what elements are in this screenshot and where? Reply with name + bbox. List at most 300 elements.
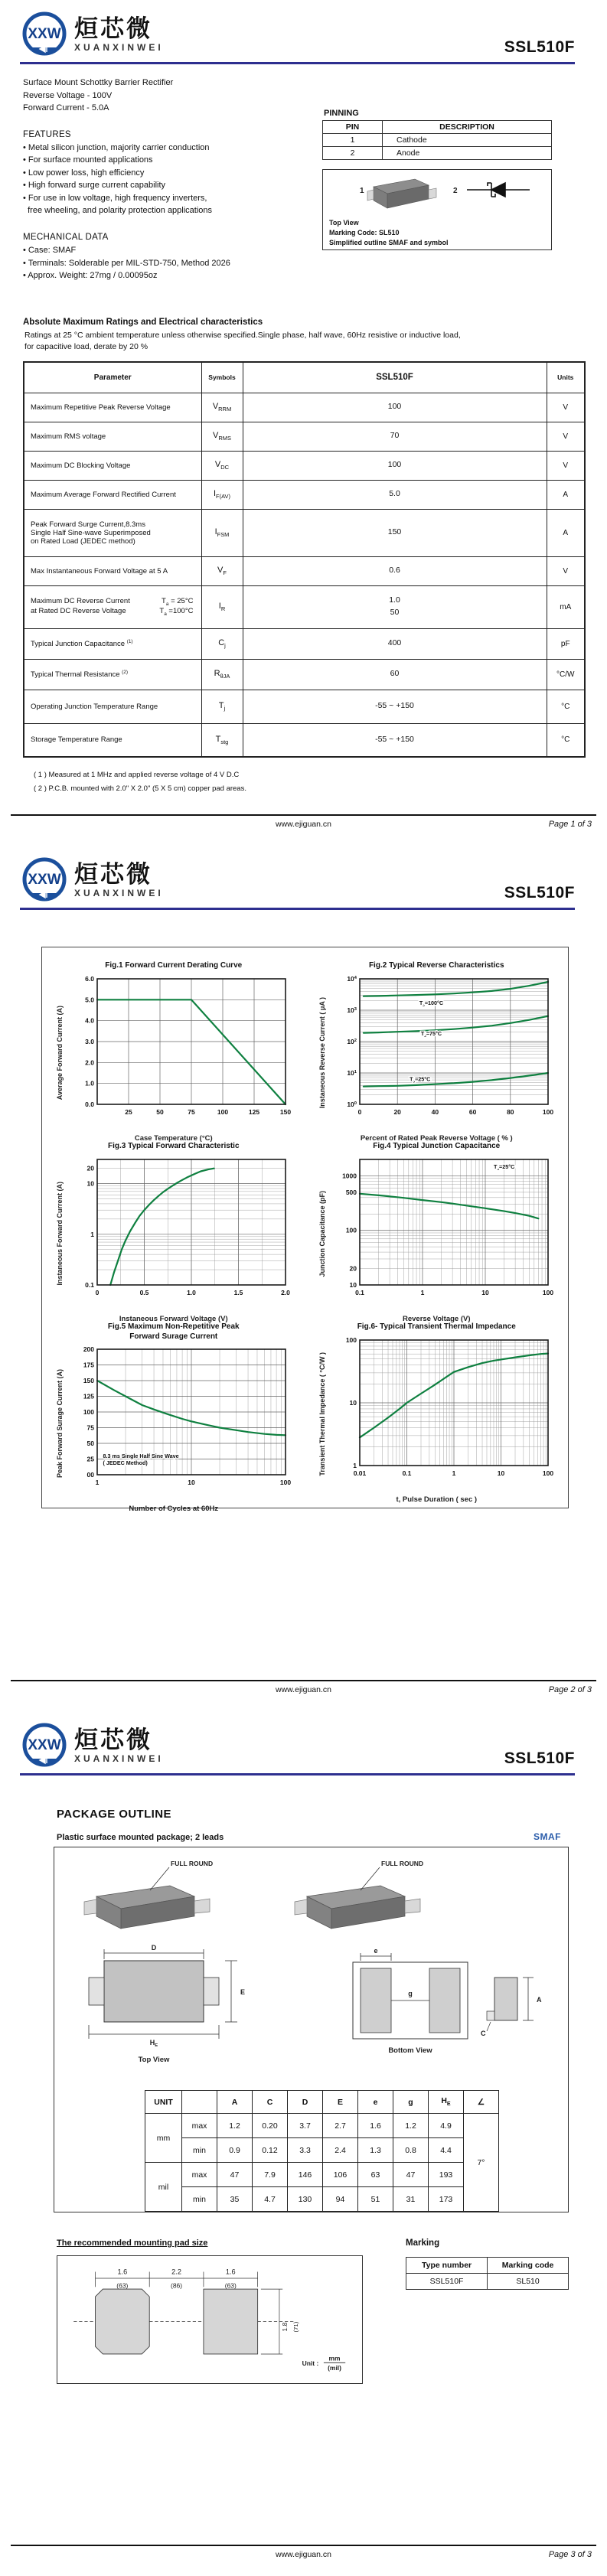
dim-header: e [358, 2091, 393, 2114]
page-footer [11, 2545, 596, 2560]
dim-value-cell: 1.3 [358, 2138, 393, 2163]
ratings-title: Absolute Maximum Ratings and Electrical characteristics [23, 317, 263, 327]
mechanical-item: • Terminals: Solderable per MIL-STD-750, Method 2026 [23, 258, 230, 268]
ratings-table [23, 361, 586, 758]
svg-text:5.0: 5.0 [84, 995, 94, 1003]
svg-text:2.2: 2.2 [171, 2268, 181, 2276]
dim-value-cell: 4.4 [429, 2138, 464, 2163]
table-row [145, 2163, 499, 2187]
svg-text:100: 100 [217, 1107, 228, 1116]
page-header [0, 1711, 607, 1769]
dim-value-cell: 47 [217, 2163, 253, 2187]
dim-value-cell: 35 [217, 2187, 253, 2212]
logo-cn: 烜芯微 [74, 1726, 152, 1753]
svg-text:101: $10^1$ [347, 1068, 357, 1077]
unit-cell: V [547, 393, 585, 422]
footnote-line: ( 1 ) Measured at 1 MHz and applied reverse voltage of 4 V D.C [34, 771, 240, 779]
svg-text:50: 50 [86, 1440, 94, 1447]
dim-header: E [323, 2091, 358, 2114]
figure-6: Fig.6- Typical Transient Thermal Impedance Transient Thermal Impedance ( °C/W ) 0.01 0.1 1 10 100 1 10 100 t, Pulse Duration ( sec ) [318, 1322, 554, 1504]
marking-table [406, 2257, 569, 2290]
part-number: SSL510F [504, 884, 575, 902]
table-row [24, 628, 585, 659]
logo-en: XUANXINWEI [74, 1753, 164, 1764]
param-cell: Maximum Average Forward Rectified Current [24, 480, 201, 509]
ratings-header: Symbols [201, 362, 243, 393]
table-row [145, 2114, 499, 2138]
svg-text:A: A [537, 1996, 542, 2004]
footnotes [34, 768, 607, 796]
unit-cell: °C/W [547, 659, 585, 690]
chart-canvas [329, 1153, 554, 1311]
ratings-note-line: for capacitive load, derate by 20 % [24, 342, 148, 352]
logo-cn: 烜芯微 [74, 15, 152, 42]
symbol-cell: $C_j$ [201, 628, 243, 659]
value-cell: 5.0 [243, 480, 547, 509]
figure-1: Fig.1 Forward Current Derating Curve Average Forward Current (A) 25 50 75 100 125 150 0.0 1.0 2.0 3.0 4.0 5.0 6.0 Case Temperature (°C) [55, 961, 291, 1143]
param-cell: Maximum Repetitive Peak Reverse Voltage [24, 393, 201, 422]
ratings-header: Parameter [24, 362, 201, 393]
description-line: Reverse Voltage - 100V [23, 90, 113, 100]
svg-text:1: 1 [452, 1469, 456, 1477]
table-row [24, 480, 585, 509]
symbol-cell: $R_{\theta JA}$ [201, 659, 243, 690]
x-axis-label: Number of Cycles at 60Hz [129, 1505, 219, 1513]
svg-text:8.3 ms Single Half Sine Wave: 8.3 ms Single Half Sine Wave [103, 1452, 179, 1459]
table-header-row [323, 121, 552, 134]
param-cell: Maximum RMS voltage [24, 422, 201, 451]
dim-header-blank [182, 2091, 217, 2114]
svg-text:( JEDEC Method): ( JEDEC Method) [103, 1459, 148, 1466]
ratings-header: Units [547, 362, 585, 393]
pinning-cell: 1 [323, 134, 383, 147]
pinning-cell: 2 [323, 147, 383, 160]
svg-text:1000: 1000 [342, 1171, 357, 1179]
svg-text:10: 10 [86, 1179, 94, 1188]
x-axis-label: t, Pulse Duration ( sec ) [396, 1495, 478, 1504]
svg-text:100: 100 [543, 1288, 554, 1296]
mounting-pad-title: The recommended mounting pad size [57, 2239, 208, 2248]
dim-unit-cell: mil [145, 2163, 182, 2212]
svg-text:TJ=25°C: $T_J=25^\circ C$ [494, 1162, 515, 1171]
figure-2: Fig.2 Typical Reverse Characteristics Instaneous Reverse Current ( μA ) $T_J=100^\circ C$ $T_J=75^\circ C$ $T_J=25^\circ C$ 0 20 40 60 80 100 $10^0$ $10^1$ $10^2$ $10^3$ $10^4$ Percent of Rated Peak Reverse Voltage ( % ) [318, 961, 554, 1143]
svg-text:50: 50 [156, 1107, 164, 1116]
symbol-cell: $I_R$ [201, 585, 243, 628]
svg-text:XXW: XXW [28, 872, 61, 888]
marking-cell: SSL510F [406, 2274, 488, 2290]
svg-text:200: 200 [83, 1345, 94, 1353]
svg-text:1.8: 1.8 [280, 2322, 289, 2332]
feature-item: • Low power loss, high efficiency [23, 168, 145, 178]
dim-value-cell: 1.2 [217, 2114, 253, 2138]
features-list [23, 142, 322, 217]
svg-text:75: 75 [86, 1423, 94, 1432]
x-axis-label: Reverse Voltage (V) [402, 1314, 471, 1323]
dim-value-cell: 0.12 [253, 2138, 288, 2163]
svg-text:(71): (71) [292, 2321, 299, 2333]
svg-text:(63): (63) [116, 2281, 129, 2290]
param-cell: Operating Junction Temperature Range [24, 690, 201, 723]
dim-value-cell: 173 [429, 2187, 464, 2212]
svg-text:125: 125 [83, 1392, 94, 1400]
logo-text [74, 862, 164, 898]
dim-header: A [217, 2091, 253, 2114]
table-row [24, 556, 585, 585]
table-row [24, 659, 585, 690]
table-row [24, 723, 585, 757]
svg-text:Unit :: Unit : [302, 2359, 319, 2367]
pinning-header: PIN [323, 121, 383, 134]
symbol-cell: $V_{RMS}$ [201, 422, 243, 451]
mounting-pad-section [57, 2239, 363, 2384]
svg-text:1.0: 1.0 [186, 1288, 196, 1296]
table-row [145, 2138, 499, 2163]
svg-text:75: 75 [188, 1107, 195, 1116]
svg-text:1: 1 [90, 1230, 94, 1238]
symbol-cell: $V_{DC}$ [201, 451, 243, 480]
svg-text:4.0: 4.0 [84, 1016, 94, 1025]
dim-value-cell: 51 [358, 2187, 393, 2212]
svg-text:100: 100 [346, 1226, 357, 1234]
svg-text:2.0: 2.0 [84, 1058, 94, 1066]
page-2 [0, 846, 607, 1711]
value-cell: 1.0 50 [243, 585, 547, 628]
unit-cell: °C [547, 690, 585, 723]
ratings-note [24, 330, 607, 354]
value-cell: 70 [243, 422, 547, 451]
logo-badge-icon [20, 856, 70, 904]
page-1 [0, 0, 607, 846]
footer-rule [11, 1680, 596, 1682]
page-3 [0, 1711, 607, 2576]
schottky-diode-symbol-icon [467, 183, 530, 197]
footer-page-number: Page 3 of 3 [548, 2550, 592, 2559]
param-cell: Storage Temperature Range [24, 723, 201, 757]
dim-value-cell: 130 [288, 2187, 323, 2212]
dim-minmax-cell: min [182, 2138, 217, 2163]
y-axis-label: Junction Capacitance (pF) [318, 1190, 327, 1277]
figures-box [41, 947, 569, 1513]
svg-text:80: 80 [507, 1107, 514, 1116]
svg-text:e: e [374, 1947, 378, 1955]
svg-text:1.0: 1.0 [84, 1079, 94, 1087]
svg-text:TJ=75°C: $T_J=75^\circ C$ [421, 1029, 442, 1038]
unit-cell: A [547, 509, 585, 556]
svg-text:102: $10^2$ [347, 1037, 357, 1045]
package-subtitle: Plastic surface mounted package; 2 leads [57, 1833, 224, 1842]
page-header [0, 0, 607, 58]
dim-header: D [288, 2091, 323, 2114]
outline-caption-line: Top View [329, 219, 359, 227]
svg-text:3.0: 3.0 [84, 1037, 94, 1045]
svg-text:00: 00 [86, 1471, 94, 1479]
svg-text:0.1: 0.1 [402, 1469, 412, 1477]
table-row [24, 451, 585, 480]
svg-text:20: 20 [86, 1164, 94, 1172]
param-cell: Typical Junction Capacitance $^{(1)}$ [24, 628, 201, 659]
table-row [323, 134, 552, 147]
footer-website[interactable]: www.ejiguan.cn [276, 820, 331, 829]
footer-page-number: Page 2 of 3 [548, 1685, 592, 1694]
outline-caption [329, 218, 545, 248]
value-cell: -55 ~ +150 [243, 723, 547, 757]
svg-text:TJ=25°C: $T_J=25^\circ C$ [410, 1074, 431, 1083]
svg-text:0.0: 0.0 [84, 1100, 94, 1108]
svg-text:10: 10 [349, 1398, 357, 1407]
pinning-title: PINNING [324, 109, 359, 118]
unit-cell: pF [547, 628, 585, 659]
logo-en: XUANXINWEI [74, 887, 164, 898]
svg-text:175: 175 [83, 1361, 94, 1369]
svg-text:20: 20 [393, 1107, 402, 1116]
outline-caption-line: Marking Code: SL510 [329, 229, 400, 237]
symbol-cell: $I_{F(AV)}$ [201, 480, 243, 509]
svg-text:g: g [408, 1990, 413, 1997]
logo-text [74, 17, 164, 53]
package-outline-title: PACKAGE OUTLINE [57, 1808, 171, 1821]
chart-fig4 [329, 1153, 554, 1315]
symbol-cell: $T_{stg}$ [201, 723, 243, 757]
dim-value-cell: 47 [393, 2163, 429, 2187]
table-row [24, 393, 585, 422]
pinning-table [322, 120, 552, 160]
dim-unit-cell: mm [145, 2114, 182, 2163]
svg-text:0.1: 0.1 [84, 1280, 94, 1289]
unit-cell: A [547, 480, 585, 509]
svg-text:2.0: 2.0 [280, 1288, 290, 1296]
dim-header-angle: ∠ [464, 2091, 499, 2114]
svg-text:(86): (86) [171, 2281, 183, 2290]
mechanical-title: MECHANICAL DATA [23, 232, 109, 242]
table-row [323, 147, 552, 160]
svg-text:C: C [481, 2030, 486, 2037]
chart-fig2 [329, 973, 554, 1134]
logo-cn: 烜芯微 [74, 860, 152, 888]
table-header-row [145, 2091, 499, 2114]
table-row [24, 690, 585, 723]
dim-header: g [393, 2091, 429, 2114]
ratings-header: SSL510F [243, 362, 547, 393]
svg-text:FULL ROUND: FULL ROUND [171, 1860, 214, 1867]
page-header [0, 846, 607, 904]
value-cell: 150 [243, 509, 547, 556]
marking-section [406, 2239, 569, 2384]
footer-rule [11, 2545, 596, 2547]
table-row [24, 422, 585, 451]
unit-cell: °C [547, 723, 585, 757]
dim-angle-cell: 7° [464, 2114, 499, 2212]
svg-text:1.5: 1.5 [233, 1288, 243, 1296]
figure-4: Fig.4 Typical Junction Capacitance Junction Capacitance (pF) $T_J=25^\circ C$ 0.1 1 10 100 10 20 100 500 1000 Reverse Voltage (V) [318, 1142, 554, 1323]
description-line: Forward Current - 5.0A [23, 103, 109, 112]
mechanical-list [23, 244, 322, 282]
svg-text:100: 100 [543, 1107, 554, 1116]
svg-text:10: 10 [481, 1288, 489, 1296]
svg-text:10: 10 [498, 1469, 505, 1477]
dim-value-cell: 4.7 [253, 2187, 288, 2212]
y-axis-label: Instaneous Forward Current (A) [55, 1182, 64, 1286]
table-row [406, 2274, 569, 2290]
svg-text:(63): (63) [224, 2281, 237, 2290]
symbol-cell: $T_j$ [201, 690, 243, 723]
dim-header-unit: UNIT [145, 2091, 182, 2114]
dim-value-cell: 3.7 [288, 2114, 323, 2138]
param-cell: Peak Forward Surge Current,8.3ms Single Half Sine-wave Superimposed on Rated Load (JEDEC method) [24, 509, 201, 556]
mounting-pad-box [57, 2255, 363, 2384]
footer-website[interactable]: www.ejiguan.cn [276, 2550, 331, 2559]
symbol-cell: $I_{FSM}$ [201, 509, 243, 556]
description [23, 77, 322, 115]
table-row [24, 509, 585, 556]
svg-text:0: 0 [357, 1107, 362, 1116]
feature-item: • Metal silicon junction, majority carrier conduction [23, 142, 210, 152]
svg-text:E: E [240, 1988, 246, 1996]
value-cell: 400 [243, 628, 547, 659]
dim-value-cell: 4.9 [429, 2114, 464, 2138]
outline-caption-line: Simplified outline SMAF and symbol [329, 239, 449, 247]
marking-title: Marking [406, 2239, 440, 2248]
x-axis-label: Case Temperature (°C) [134, 1133, 213, 1143]
svg-text:D: D [151, 1944, 157, 1952]
dim-value-cell: 3.3 [288, 2138, 323, 2163]
dim-value-cell: 0.9 [217, 2138, 253, 2163]
description-line: Surface Mount Schottky Barrier Rectifier [23, 78, 174, 87]
chart-canvas [67, 1343, 292, 1501]
mechanical-item: • Case: SMAF [23, 246, 77, 255]
dim-value-cell: 106 [323, 2163, 358, 2187]
company-logo [20, 856, 164, 904]
table-row [24, 585, 585, 628]
part-number: SSL510F [504, 38, 575, 56]
svg-text:500: 500 [346, 1188, 357, 1196]
dim-value-cell: 7.9 [253, 2163, 288, 2187]
footer-website[interactable]: www.ejiguan.cn [276, 1685, 331, 1694]
footer-page-number: Page 1 of 3 [548, 820, 592, 829]
marking-header: Type number [406, 2258, 488, 2274]
figure-5: Fig.5 Maximum Non-Repetitive Peak Forward Surage Current Peak Forward Surage Current (A) 8.3 ms Single Half Sine Wave ( JEDEC Method) 1 10 100 00 25 50 75 100 125 150 175 200 Number of Cycles at 60Hz [55, 1322, 291, 1513]
dim-value-cell: 2.7 [323, 2114, 358, 2138]
outline-symbol-box [322, 169, 552, 250]
logo-en: XUANXINWEI [74, 41, 164, 53]
svg-text:0: 0 [95, 1288, 100, 1296]
chart-fig5 [67, 1343, 292, 1505]
svg-text:Bottom View: Bottom View [388, 2046, 432, 2055]
svg-text:6.0: 6.0 [84, 974, 94, 983]
svg-text:0.01: 0.01 [353, 1469, 367, 1477]
y-axis-label: Instaneous Reverse Current ( μA ) [318, 997, 327, 1109]
svg-text:20: 20 [349, 1264, 357, 1273]
value-cell: 0.6 [243, 556, 547, 585]
y-axis-label: Transient Thermal Impedance ( °C/W ) [318, 1352, 327, 1476]
pinning-cell: Anode [383, 147, 552, 160]
svg-text:(mil): (mil) [328, 2364, 342, 2372]
chart-fig3 [67, 1153, 292, 1315]
dim-value-cell: 193 [429, 2163, 464, 2187]
param-cell: Max Instantaneous Forward Voltage at 5 A [24, 556, 201, 585]
y-axis-label: Peak Forward Surage Current (A) [55, 1369, 64, 1479]
ratings-note-line: Ratings at 25 °C ambient temperature unless otherwise specified.Single phase, half wave, 60Hz resistive or inductive load, [24, 330, 461, 340]
chart-fig1 [67, 973, 292, 1134]
svg-text:100: $10^0$ [347, 1100, 357, 1108]
dim-header: $H_E$ [429, 2091, 464, 2114]
svg-text:10: 10 [188, 1479, 195, 1486]
mounting-pad-drawing [57, 2256, 361, 2382]
logo-badge-icon [20, 1722, 70, 1769]
svg-text:1: 1 [353, 1461, 357, 1469]
package-and-symbol-icon [329, 173, 545, 213]
dim-minmax-cell: min [182, 2187, 217, 2212]
dim-value-cell: 0.20 [253, 2114, 288, 2138]
svg-text:104: $10^4$ [347, 974, 357, 983]
table-row [145, 2187, 499, 2212]
company-logo [20, 1722, 164, 1769]
figure-3: Fig.3 Typical Forward Characteristic Instaneous Forward Current (A) 0 0.5 1.0 1.5 2.0 0.1 1 10 20 Instaneous Forward Voltage (V) [42, 1136, 305, 1316]
dim-value-cell: 1.6 [358, 2114, 393, 2138]
footer-rule [11, 814, 596, 817]
param-cell: Maximum DC Reverse Current $T_a = 25^\circ C$ at Rated DC Reverse Voltage $T_a =100^\circ C$ [24, 585, 201, 628]
svg-text:XXW: XXW [28, 1737, 61, 1753]
svg-text:1: 1 [420, 1288, 425, 1296]
svg-text:0.5: 0.5 [139, 1288, 149, 1296]
x-axis-label: Percent of Rated Peak Reverse Voltage ( % ) [360, 1133, 513, 1143]
table-header-row [406, 2258, 569, 2274]
chart-canvas [329, 973, 554, 1130]
svg-text:HE: $H_E$ [149, 2039, 158, 2048]
mechanical-item: • Approx. Weight: 27mg / 0.00095oz [23, 271, 158, 280]
dimension-table [145, 2090, 499, 2212]
svg-text:40: 40 [431, 1107, 439, 1116]
dim-value-cell: 146 [288, 2163, 323, 2187]
svg-text:1.6: 1.6 [117, 2268, 128, 2276]
dim-value-cell: 0.8 [393, 2138, 429, 2163]
svg-text:FULL ROUND: FULL ROUND [381, 1860, 424, 1867]
svg-text:TJ=100°C: $T_J=100^\circ C$ [419, 999, 444, 1007]
unit-cell: V [547, 422, 585, 451]
svg-text:10: 10 [349, 1280, 357, 1289]
dim-minmax-cell: max [182, 2114, 217, 2138]
chart-canvas [67, 973, 292, 1130]
symbol-cell: $V_F$ [201, 556, 243, 585]
svg-text:mm: mm [328, 2354, 341, 2362]
marking-cell: SL510 [488, 2274, 569, 2290]
param-cell: Maximum DC Blocking Voltage [24, 451, 201, 480]
dim-minmax-cell: max [182, 2163, 217, 2187]
svg-text:100: 100 [346, 1335, 357, 1344]
symbol-cell: $V_{RRM}$ [201, 393, 243, 422]
svg-text:100: 100 [83, 1408, 94, 1416]
svg-text:1.6: 1.6 [225, 2268, 236, 2276]
svg-text:2: 2 [453, 187, 458, 195]
feature-item: • For surface mounted applications [23, 155, 153, 165]
value-cell: 100 [243, 451, 547, 480]
value-cell: 60 [243, 659, 547, 690]
page-footer [11, 1680, 596, 1695]
value-cell: -55 ~ +150 [243, 690, 547, 723]
features-title: FEATURES [23, 129, 71, 139]
svg-text:60: 60 [469, 1107, 477, 1116]
header-rule [20, 908, 575, 910]
dim-header: C [253, 2091, 288, 2114]
unit-cell: V [547, 451, 585, 480]
pinning-header: DESCRIPTION [383, 121, 552, 134]
page-footer [11, 814, 596, 830]
pinning-cell: Cathode [383, 134, 552, 147]
part-number: SSL510F [504, 1749, 575, 1767]
company-logo [20, 11, 164, 58]
chart-canvas [329, 1334, 554, 1492]
dim-value-cell: 63 [358, 2163, 393, 2187]
svg-text:100: 100 [279, 1479, 291, 1486]
